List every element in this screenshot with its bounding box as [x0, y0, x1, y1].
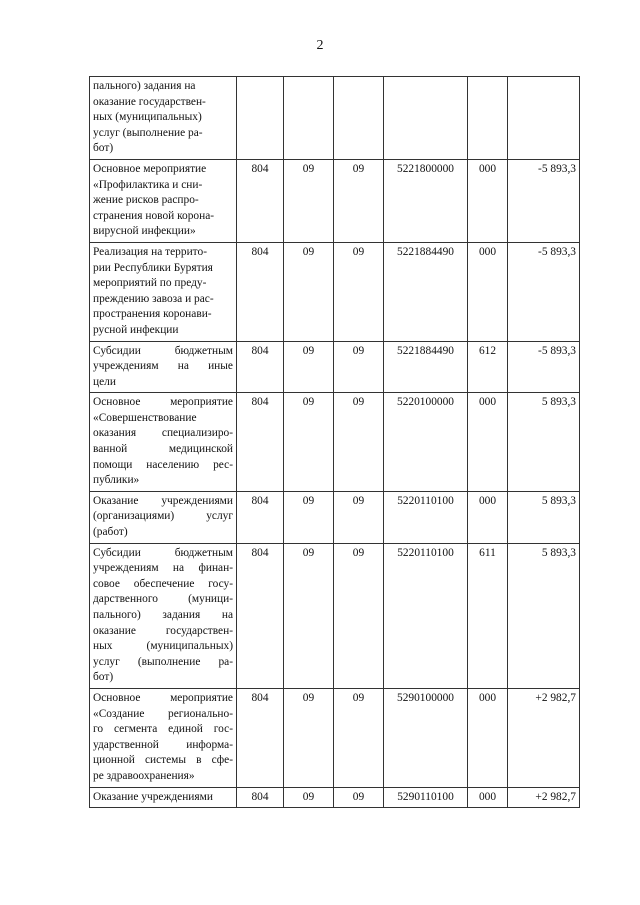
section-code-cell: 09 [284, 491, 334, 543]
row-name-cell [90, 491, 237, 543]
subsection-code-cell [334, 77, 384, 160]
row-name-line: ударственной информа- [93, 738, 233, 751]
table-row [90, 491, 580, 543]
amount-cell: -5 893,3 [508, 341, 580, 393]
row-name-line: совое обеспечение госу- [93, 577, 233, 590]
table-row [90, 242, 580, 341]
table-row [90, 393, 580, 492]
budget-table [89, 76, 580, 808]
table-row [90, 688, 580, 787]
budget-table-body [90, 77, 580, 808]
row-name-line: Субсидии бюджетным [93, 546, 233, 559]
row-name-line: ных (муниципальных) [93, 640, 233, 653]
row-name-line: жение рисков распро- [93, 194, 199, 207]
expense-type-cell [468, 77, 508, 160]
gr-code-cell: 804 [237, 159, 284, 242]
row-name-line: помощи населению рес- [93, 458, 233, 471]
row-name-line: пального) задания на [93, 80, 196, 92]
expense-type-cell: 612 [468, 341, 508, 393]
row-name-cell [90, 341, 237, 393]
target-article-cell [384, 77, 468, 160]
row-name-line: учреждениям на финан- [93, 562, 233, 575]
row-name-line: (работ) [93, 526, 128, 539]
row-name-line: цели [93, 375, 116, 388]
row-name-cell [90, 688, 237, 787]
row-name-line: публики» [93, 474, 140, 487]
gr-code-cell: 804 [237, 543, 284, 688]
row-name-line: ванной медицинской [93, 443, 233, 456]
row-name-line: оказание государствен- [93, 624, 233, 637]
subsection-code-cell: 09 [334, 543, 384, 688]
expense-type-cell: 000 [468, 688, 508, 787]
row-name-line: Оказание учреждениями [93, 494, 233, 507]
target-article-cell: 5221884490 [384, 341, 468, 393]
row-name-line: ционной системы в сфе- [93, 754, 233, 767]
subsection-code-cell: 09 [334, 242, 384, 341]
target-article-cell: 5220100000 [384, 393, 468, 492]
target-article-cell: 5290100000 [384, 688, 468, 787]
amount-cell: 5 893,3 [508, 393, 580, 492]
row-name-line: оказание государствен- [93, 95, 206, 108]
section-code-cell: 09 [284, 242, 334, 341]
subsection-code-cell: 09 [334, 159, 384, 242]
row-name-line: ных (муниципальных) [93, 111, 202, 124]
row-name-line: вирусной инфекции» [93, 225, 196, 238]
subsection-code-cell: 09 [334, 341, 384, 393]
row-name-line: «Создание регионально- [93, 707, 233, 720]
row-name-line: рии Республики Бурятия [93, 261, 213, 274]
amount-cell: +2 982,7 [508, 688, 580, 787]
row-name-cell [90, 787, 237, 808]
amount-cell: -5 893,3 [508, 242, 580, 341]
row-name-cell [90, 77, 237, 160]
expense-type-cell: 000 [468, 787, 508, 808]
expense-type-cell: 000 [468, 491, 508, 543]
row-name-line: услуг (выполнение ра- [93, 126, 203, 139]
row-name-cell [90, 242, 237, 341]
gr-code-cell: 804 [237, 787, 284, 808]
page-number: 2 [316, 38, 324, 53]
row-name-line: «Профилактика и сни- [93, 178, 203, 191]
subsection-code-cell: 09 [334, 688, 384, 787]
row-name-line: (организациями) услуг [93, 510, 233, 523]
amount-cell: 5 893,3 [508, 491, 580, 543]
expense-type-cell: 000 [468, 242, 508, 341]
amount-cell: 5 893,3 [508, 543, 580, 688]
section-code-cell: 09 [284, 787, 334, 808]
row-name-line: го сегмента единой гос- [93, 723, 233, 736]
row-name-cell [90, 159, 237, 242]
subsection-code-cell: 09 [334, 393, 384, 492]
row-name-line: услуг (выполнение ра- [93, 655, 233, 668]
row-name-line: странения новой корона- [93, 209, 215, 222]
row-name-line: оказания специализиро- [93, 427, 233, 440]
row-name-line: дарственного (муници- [93, 593, 233, 606]
table-row [90, 159, 580, 242]
amount-cell [508, 77, 580, 160]
target-article-cell: 5220110100 [384, 543, 468, 688]
amount-cell: +2 982,7 [508, 787, 580, 808]
gr-code-cell: 804 [237, 341, 284, 393]
target-article-cell: 5221800000 [384, 159, 468, 242]
row-name-line: Основное мероприятие [93, 396, 233, 409]
section-code-cell: 09 [284, 159, 334, 242]
section-code-cell: 09 [284, 393, 334, 492]
gr-code-cell: 804 [237, 393, 284, 492]
table-row [90, 787, 580, 808]
section-code-cell: 09 [284, 688, 334, 787]
section-code-cell: 09 [284, 341, 334, 393]
row-name-line: бот) [93, 142, 114, 155]
row-name-line: пространения коронави- [93, 308, 212, 321]
gr-code-cell: 804 [237, 242, 284, 341]
gr-code-cell: 804 [237, 491, 284, 543]
row-name-line: «Совершенствование [93, 411, 197, 424]
row-name-line: Субсидии бюджетным [93, 344, 233, 357]
section-code-cell: 09 [284, 543, 334, 688]
expense-type-cell: 000 [468, 159, 508, 242]
row-name-cell [90, 393, 237, 492]
gr-code-cell: 804 [237, 688, 284, 787]
table-row [90, 543, 580, 688]
gr-code-cell [237, 77, 284, 160]
table-row [90, 341, 580, 393]
row-name-line: русной инфекции [93, 323, 179, 336]
row-name-line: учреждениям на иные [93, 360, 233, 373]
row-name-line: преждению завоза и рас- [93, 292, 214, 305]
target-article-cell: 5290110100 [384, 787, 468, 808]
row-name-line: Основное мероприятие [93, 691, 233, 704]
row-name-line: Основное мероприятие [93, 162, 207, 175]
target-article-cell: 5220110100 [384, 491, 468, 543]
row-name-line: Реализация на террито- [93, 245, 207, 258]
table-row [90, 77, 580, 160]
target-article-cell: 5221884490 [384, 242, 468, 341]
row-name-line: Оказание учреждениями [93, 790, 213, 803]
subsection-code-cell: 09 [334, 491, 384, 543]
subsection-code-cell: 09 [334, 787, 384, 808]
row-name-line: пального) задания на [93, 609, 233, 621]
amount-cell: -5 893,3 [508, 159, 580, 242]
section-code-cell [284, 77, 334, 160]
expense-type-cell: 000 [468, 393, 508, 492]
row-name-line: ре здравоохранения» [93, 769, 195, 782]
expense-type-cell: 611 [468, 543, 508, 688]
row-name-line: бот) [93, 671, 114, 684]
row-name-line: мероприятий по преду- [93, 277, 207, 290]
row-name-cell [90, 543, 237, 688]
